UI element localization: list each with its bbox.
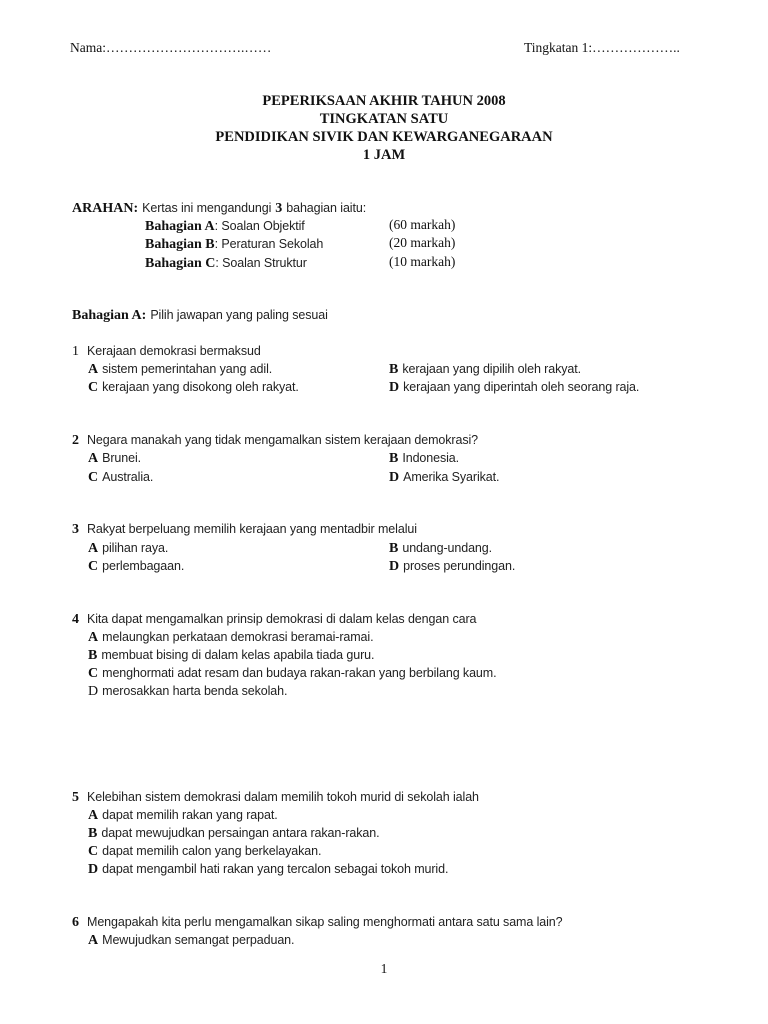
option-a: A dapat memilih rakan yang rapat.	[88, 808, 278, 823]
option-d: D kerajaan yang diperintah oleh seorang raja.	[389, 380, 640, 395]
section-name: Bahagian A	[145, 219, 215, 234]
section-desc: : Soalan Objektif	[214, 219, 305, 233]
subject-title: PENDIDIKAN SIVIK DAN KEWARGANEGARAAN	[215, 129, 553, 145]
question-number: 2	[72, 433, 79, 448]
class-field: Tingkatan 1:………………..	[524, 40, 680, 55]
question-3	[72, 520, 417, 538]
section-name: Bahagian C	[145, 256, 216, 271]
question-4	[72, 610, 476, 628]
instructions-text-before: Kertas ini mengandungi	[142, 201, 272, 215]
section-desc: : Peraturan Sekolah	[214, 237, 324, 251]
option-a: A melaungkan perkataan demokrasi beramai-ramai.	[88, 630, 374, 645]
question-number: 4	[72, 612, 79, 627]
option-a: A sistem pemerintahan yang adil.	[88, 362, 273, 377]
option-b: B kerajaan yang dipilih oleh rakyat.	[389, 362, 581, 377]
instructions	[72, 199, 366, 217]
question-number: 3	[72, 522, 79, 537]
section-a-text: Pilih jawapan yang paling sesuai	[150, 308, 328, 322]
option-d: D proses perundingan.	[389, 559, 516, 574]
section-marks: (20 markah)	[389, 235, 456, 250]
option-b: B membuat bising di dalam kelas apabila tiada guru.	[88, 648, 375, 663]
question-text: Kerajaan demokrasi bermaksud	[87, 344, 261, 358]
option-a: A Mewujudkan semangat perpaduan.	[88, 933, 295, 948]
option-c: C perlembagaan.	[88, 559, 185, 574]
option-c: C dapat memilih calon yang berkelayakan.	[88, 844, 322, 859]
question-text: Rakyat berpeluang memilih kerajaan yang mentadbir melalui	[87, 522, 417, 536]
option-b: B undang-undang.	[389, 541, 493, 556]
form-title: TINGKATAN SATU	[319, 111, 449, 127]
question-text: Negara manakah yang tidak mengamalkan sistem kerajaan demokrasi?	[87, 433, 479, 447]
instructions-label: ARAHAN:	[72, 201, 139, 216]
option-c: C kerajaan yang disokong oleh rakyat.	[88, 380, 299, 395]
option-c: C Australia.	[88, 470, 154, 485]
question-5	[72, 788, 479, 806]
section-line-c	[145, 254, 307, 272]
duration-title: 1 JAM	[362, 147, 406, 163]
question-text: Mengapakah kita perlu mengamalkan sikap saling menghormati antara satu sama lain?	[87, 915, 563, 929]
instructions-count: 3	[275, 201, 283, 216]
option-d: D merosakkan harta benda sekolah.	[88, 684, 288, 699]
section-a-label: Bahagian A:	[72, 308, 147, 323]
section-name: Bahagian B	[145, 237, 215, 252]
option-a: A Brunei.	[88, 451, 142, 466]
question-2	[72, 431, 478, 449]
question-number: 6	[72, 915, 79, 930]
section-marks: (60 markah)	[389, 217, 456, 232]
instructions-text-after: bahagian iaitu:	[286, 201, 367, 215]
section-a-heading	[72, 306, 328, 324]
question-number: 1	[72, 344, 79, 359]
question-text: Kita dapat mengamalkan prinsip demokrasi di dalam kelas dengan cara	[87, 612, 477, 626]
section-desc: : Soalan Struktur	[215, 256, 307, 270]
question-6	[72, 913, 563, 931]
question-text: Kelebihan sistem demokrasi dalam memilih tokoh murid di sekolah ialah	[87, 790, 479, 804]
section-line-a	[145, 217, 305, 235]
question-number: 5	[72, 790, 79, 805]
option-b: B dapat mewujudkan persaingan antara rakan-rakan.	[88, 826, 380, 841]
exam-title: PEPERIKSAAN AKHIR TAHUN 2008	[262, 93, 506, 109]
option-b: B Indonesia.	[389, 451, 460, 466]
name-field: Nama:………………………….……	[70, 40, 272, 55]
option-c: C menghormati adat resam dan budaya rakan-rakan yang berbilang kaum.	[88, 666, 497, 681]
section-line-b	[145, 235, 323, 253]
section-marks: (10 markah)	[389, 254, 456, 269]
page-number: 1	[380, 961, 388, 976]
option-d: D Amerika Syarikat.	[389, 470, 500, 485]
question-1	[72, 342, 261, 360]
option-a: A pilihan raya.	[88, 541, 169, 556]
option-d: D dapat mengambil hati rakan yang tercalon sebagai tokoh murid.	[88, 862, 449, 877]
